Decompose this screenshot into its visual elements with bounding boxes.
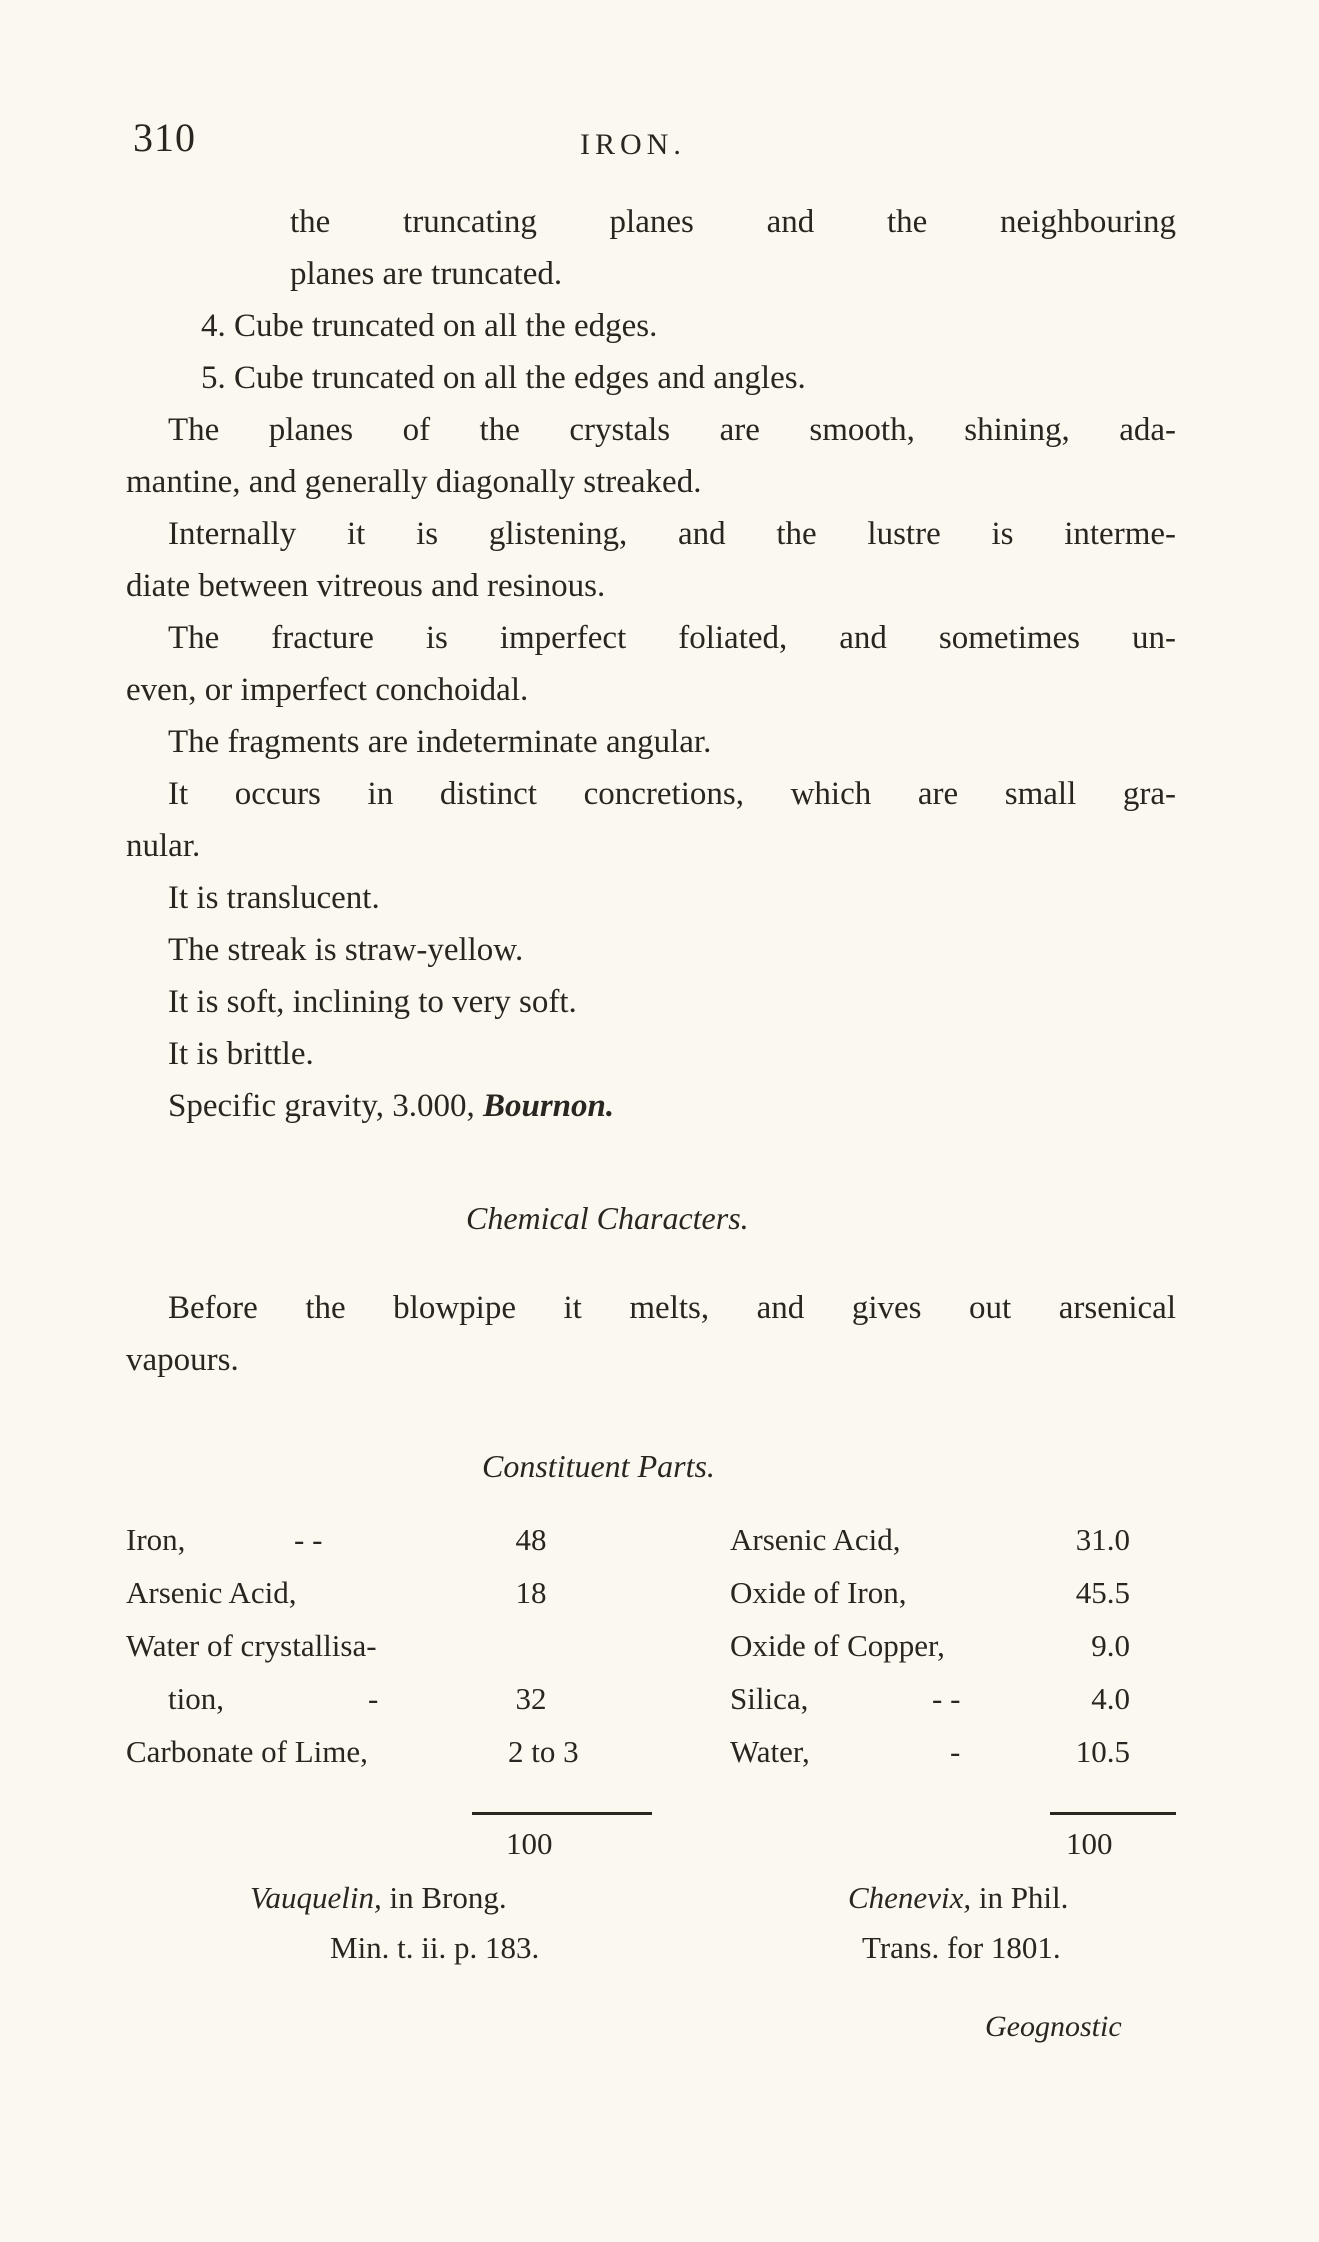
author-bournon: Bournon.	[482, 1088, 615, 1124]
page-number: 310	[133, 115, 196, 160]
constituent-name: Water,	[730, 1734, 810, 1769]
citation-reference: Min. t. ii. p. 183.	[330, 1930, 540, 1965]
constituent-name: Silica,	[730, 1681, 809, 1716]
constituent-value: 45.5	[1075, 1575, 1130, 1610]
text-line: Internally it is glistening, and the lustre is interme-	[168, 516, 1176, 552]
table-row	[730, 1728, 1130, 1776]
chemical-paragraph	[126, 1282, 1176, 1386]
text-line: The fracture is imperfect foliated, and sometimes un-	[168, 620, 1176, 656]
text-line: planes are truncated.	[290, 256, 563, 292]
table-row	[126, 1728, 579, 1776]
text-line: 5. Cube truncated on all the edges and angles.	[201, 360, 806, 396]
constituent-name: Arsenic Acid,	[730, 1522, 901, 1557]
constituent-value: 31.0	[1075, 1522, 1130, 1557]
chemical-characters-heading: Chemical Characters.	[466, 1200, 749, 1236]
table-row	[126, 1675, 547, 1723]
table-row	[730, 1569, 1130, 1617]
constituent-value: 2 to 3	[508, 1734, 579, 1769]
dash-leader: - -	[932, 1681, 961, 1716]
table-row	[126, 1516, 547, 1564]
text-line: The planes of the crystals are smooth, shining, ada-	[168, 412, 1176, 448]
table-row	[730, 1675, 1130, 1723]
mineral-description	[126, 196, 1176, 1132]
text-line: nular.	[126, 828, 201, 864]
sum-rule	[472, 1812, 652, 1815]
constituent-value: 4.0	[1091, 1681, 1130, 1716]
author-chenevix: Chenevix,	[848, 1880, 972, 1915]
text-line: Before the blowpipe it melts, and gives out arsenical	[168, 1290, 1176, 1326]
text-line: even, or imperfect conchoidal.	[126, 672, 529, 708]
table-row	[126, 1622, 377, 1670]
constituent-name: Carbonate of Lime,	[126, 1734, 368, 1769]
dash-leader: - -	[294, 1522, 323, 1557]
constituent-value: 18	[515, 1575, 547, 1610]
text-line: The streak is straw-yellow.	[168, 932, 524, 968]
constituent-name: Arsenic Acid,	[126, 1575, 297, 1610]
text-line: vapours.	[126, 1342, 239, 1378]
constituent-name: Water of crystallisa-	[126, 1628, 377, 1663]
total-value: 100	[506, 1826, 553, 1861]
running-title: IRON.	[580, 128, 686, 161]
text-line: diate between vitreous and resinous.	[126, 568, 606, 604]
text-line: The fragments are indeterminate angular.	[168, 724, 712, 760]
constituent-value: 9.0	[1091, 1628, 1130, 1663]
dash-leader: -	[950, 1734, 961, 1769]
specific-gravity-text: Specific gravity, 3.000,	[168, 1088, 475, 1124]
table-row	[730, 1516, 1130, 1564]
constituent-name: Oxide of Iron,	[730, 1575, 907, 1610]
table-row	[126, 1569, 547, 1617]
text-line: mantine, and generally diagonally streaked.	[126, 464, 702, 500]
text-line: It is soft, inclining to very soft.	[168, 984, 577, 1020]
constituent-name: Oxide of Copper,	[730, 1628, 945, 1663]
analysis-table-chenevix	[730, 1516, 1180, 1796]
constituent-name: tion,	[168, 1681, 224, 1716]
citation	[250, 1880, 507, 1916]
catchword: Geognostic	[985, 2010, 1122, 2043]
text-line: 4. Cube truncated on all the edges.	[201, 308, 658, 344]
constituent-value: 10.5	[1075, 1734, 1130, 1769]
author-vauquelin: Vauquelin,	[250, 1880, 382, 1915]
constituent-value: 48	[515, 1522, 547, 1557]
citation-reference: Trans. for 1801.	[862, 1930, 1061, 1965]
constituent-name: Iron,	[126, 1522, 186, 1557]
analysis-table-vauquelin	[126, 1516, 666, 1796]
total-value: 100	[1066, 1826, 1113, 1861]
citation-source: in Brong.	[389, 1880, 507, 1915]
table-row	[730, 1622, 1130, 1670]
text-line: It is translucent.	[168, 880, 380, 916]
constituent-parts-heading: Constituent Parts.	[482, 1448, 715, 1484]
constituent-value: 32	[515, 1681, 547, 1716]
citation	[848, 1880, 1068, 1916]
text-line: It is brittle.	[168, 1036, 314, 1072]
dash-leader: -	[368, 1681, 379, 1716]
text-line: the truncating planes and the neighbouring	[290, 204, 1176, 240]
sum-rule	[1050, 1812, 1176, 1815]
text-line: It occurs in distinct concretions, which are small gra-	[168, 776, 1176, 812]
text-line	[126, 1080, 1176, 1132]
citation-source: in Phil.	[978, 1880, 1069, 1915]
